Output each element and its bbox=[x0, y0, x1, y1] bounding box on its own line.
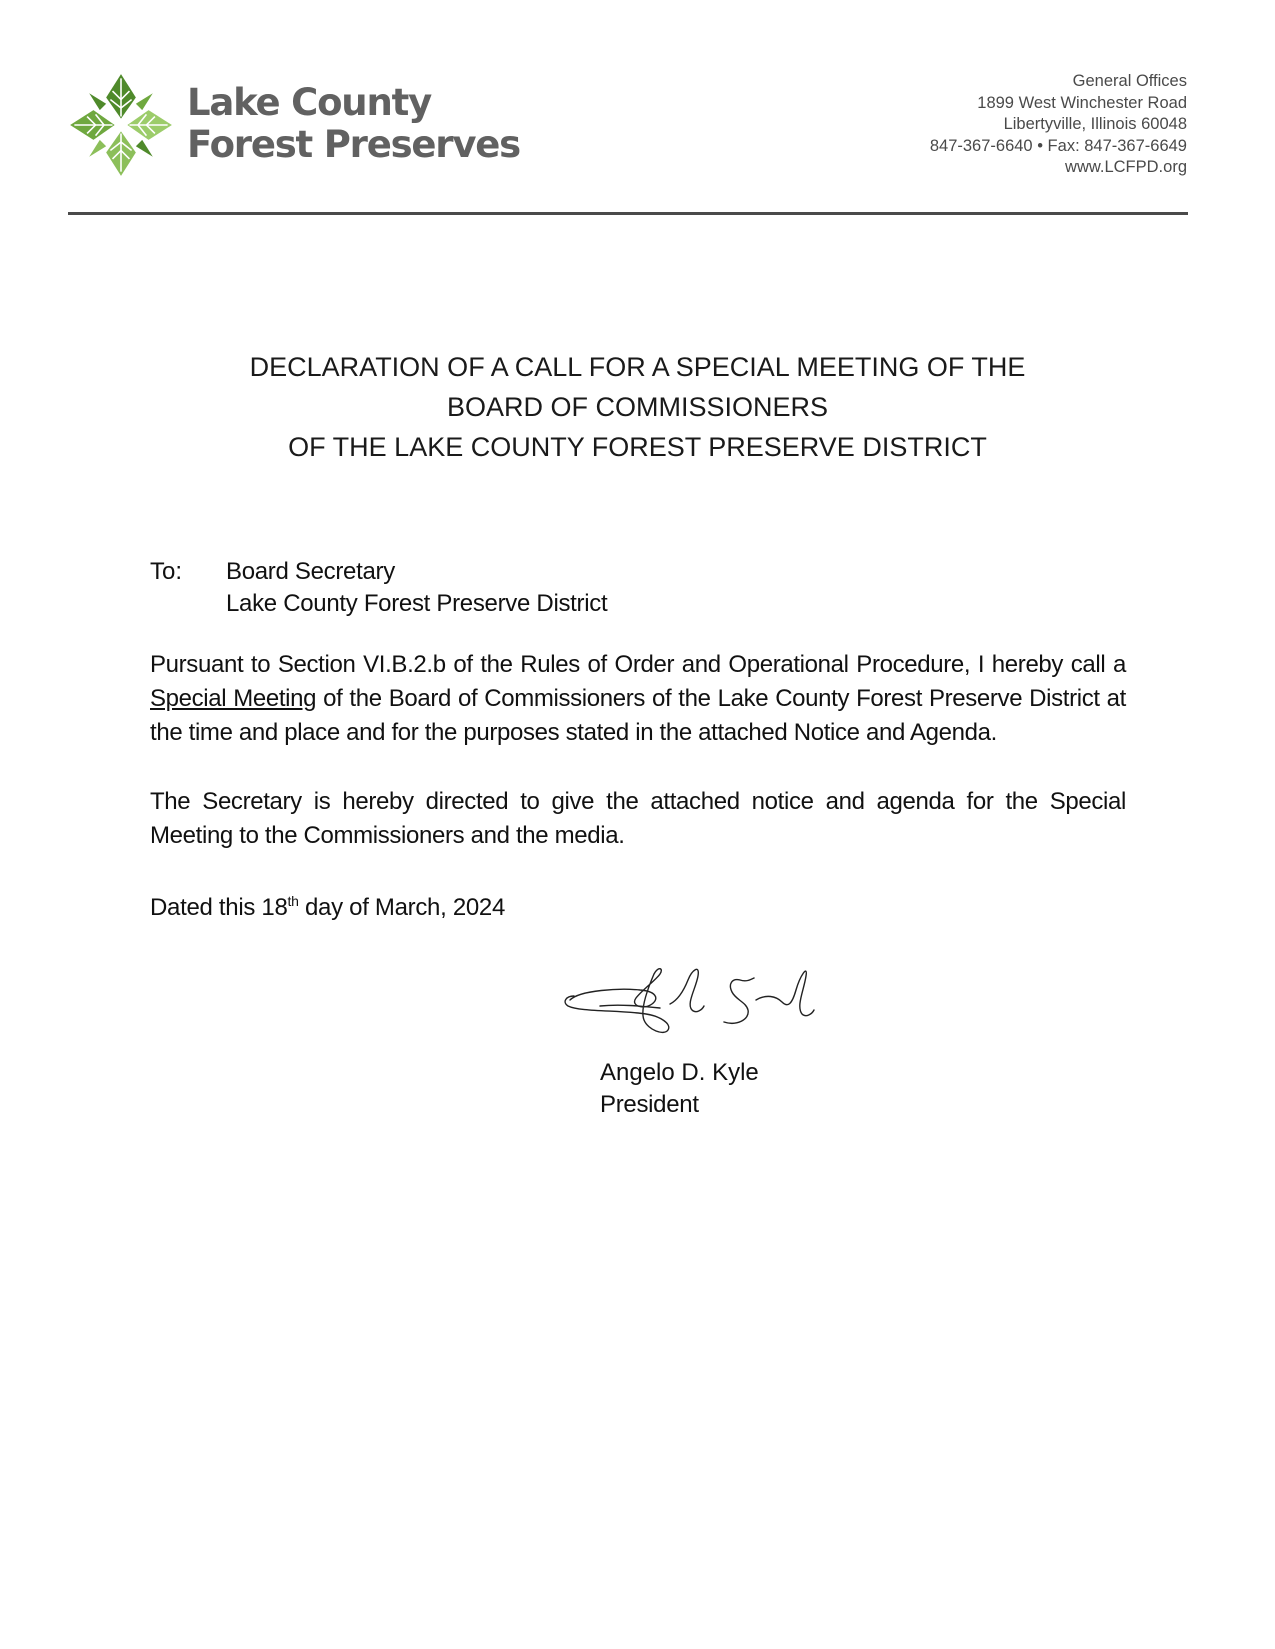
addressee bbox=[226, 556, 607, 620]
body-paragraph-1 bbox=[150, 648, 1126, 750]
document-title bbox=[0, 347, 1275, 467]
title-line: DECLARATION OF A CALL FOR A SPECIAL MEETING OF THE bbox=[249, 352, 1026, 382]
addressee-line: Board Secretary bbox=[226, 558, 395, 585]
title-line: BOARD OF COMMISSIONERS bbox=[446, 392, 829, 422]
contact-website: www.LCFPD.org bbox=[1065, 158, 1187, 176]
logo-leaves bbox=[70, 74, 172, 176]
leaf-cross-logo-icon bbox=[68, 72, 174, 178]
dated-ordinal: th bbox=[287, 893, 299, 909]
special-meeting-underlined: Special Meeting bbox=[150, 685, 317, 712]
addressee-label: To: bbox=[150, 558, 183, 585]
dated-text: day of March, 2024 bbox=[298, 894, 506, 921]
paragraph-text: of the Board of Commissioners of the Lake County Forest Preserve District at the time and place and for the purposes stated in the attached Notice and Agenda. bbox=[150, 685, 1126, 746]
body-paragraph-2: The Secretary is hereby directed to give the attached notice and agenda for the Special Meeting to the Commissioners and the media. bbox=[150, 788, 1126, 849]
contact-line: Libertyville, Illinois 60048 bbox=[1003, 115, 1187, 133]
dated-line bbox=[150, 891, 505, 925]
letterhead-divider bbox=[68, 212, 1188, 215]
handwritten-signature bbox=[560, 960, 830, 1060]
paragraph-text: Pursuant to Section VI.B.2.b of the Rules of Order and Operational Procedure, I hereby call a bbox=[150, 651, 1126, 678]
signatory-name: Angelo D. Kyle bbox=[600, 1059, 759, 1086]
organization-name-line1: Lake County bbox=[187, 81, 431, 124]
title-line: OF THE LAKE COUNTY FOREST PRESERVE DISTRICT bbox=[288, 432, 987, 462]
contact-line: 1899 West Winchester Road bbox=[977, 93, 1187, 112]
contact-line: 847-367-6640 • Fax: 847-367-6649 bbox=[929, 136, 1187, 155]
dated-text: Dated this 18 bbox=[150, 894, 288, 921]
contact-block bbox=[930, 71, 1187, 179]
contact-line: General Offices bbox=[1072, 72, 1187, 90]
organization-name-line2: Forest Preserves bbox=[187, 123, 520, 166]
addressee-line: Lake County Forest Preserve District bbox=[226, 590, 608, 617]
signatory-title: President bbox=[600, 1091, 699, 1118]
organization-name bbox=[187, 82, 520, 166]
